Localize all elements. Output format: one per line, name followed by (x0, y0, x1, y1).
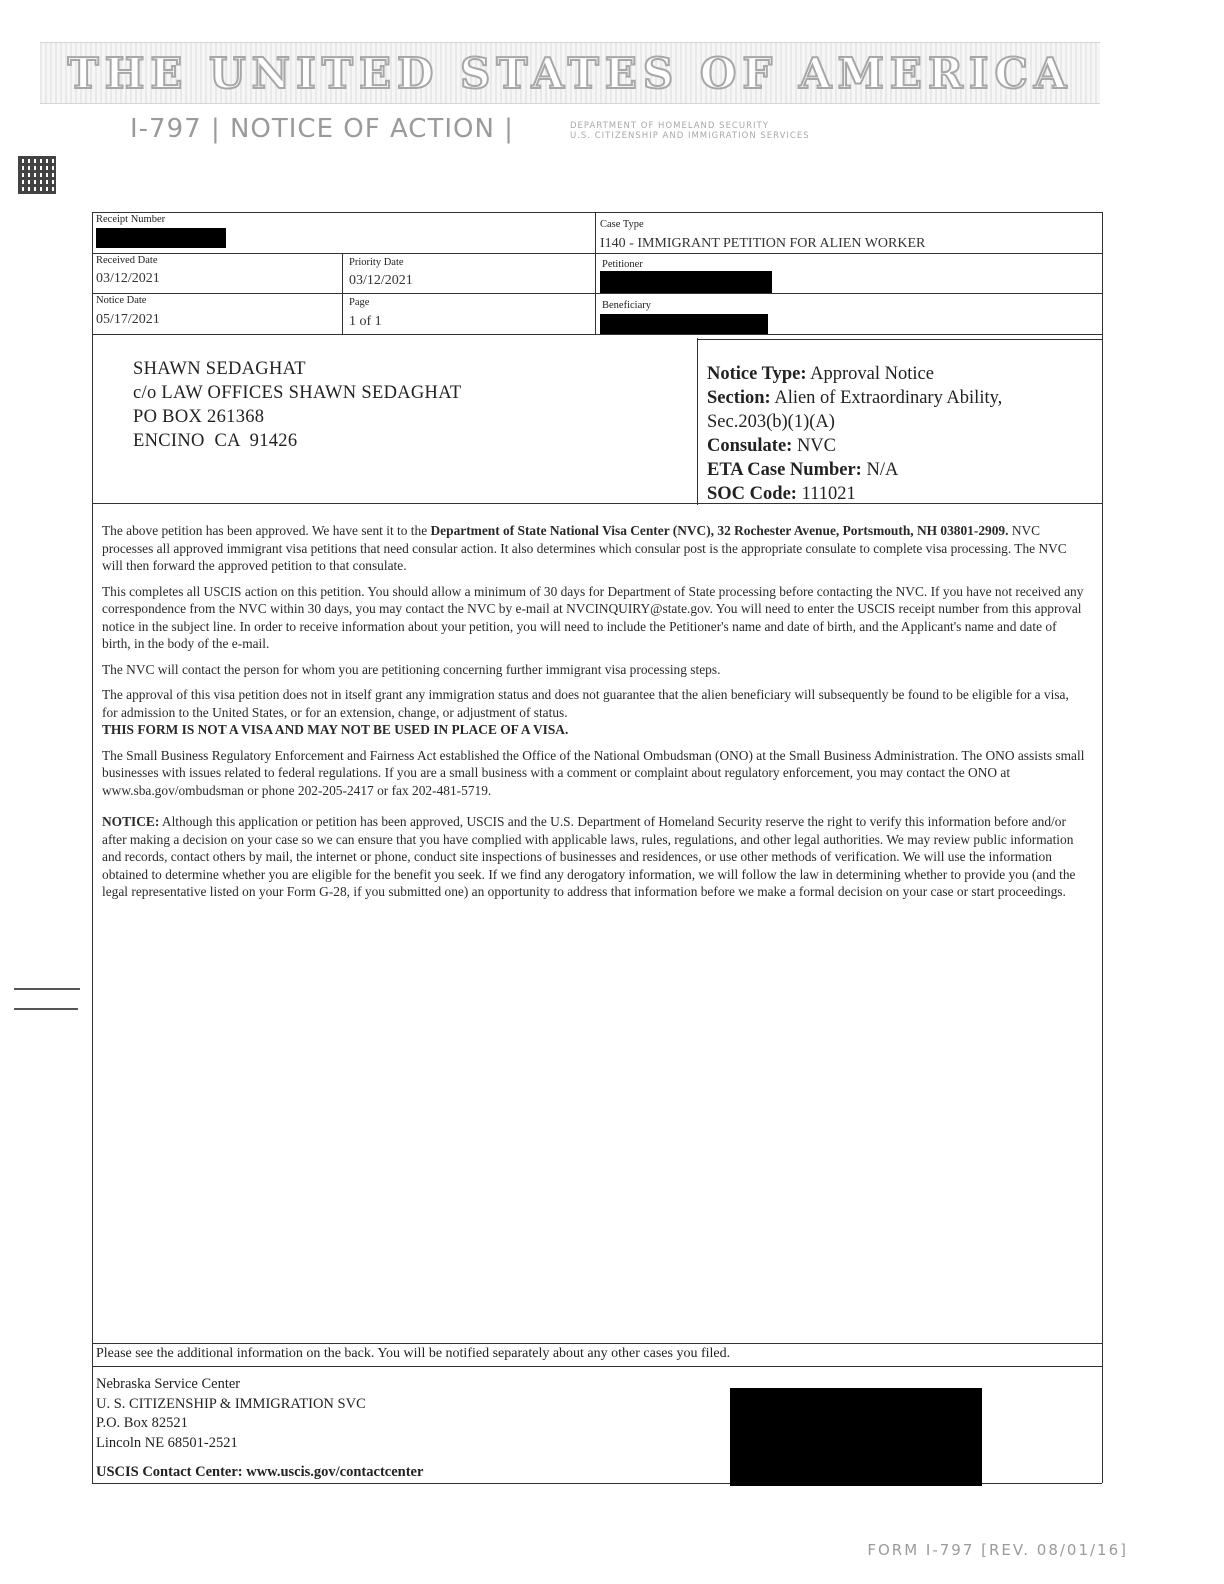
table-border-top (92, 212, 1102, 213)
priority-date-label: Priority Date (349, 257, 404, 268)
notice-details (707, 362, 1002, 506)
paragraph-approval-intro: The above petition has been approved. We have sent it to the (102, 523, 431, 538)
receipt-number-label: Receipt Number (96, 214, 166, 225)
form-title: I-797 | NOTICE OF ACTION | (130, 114, 514, 144)
beneficiary-label: Beneficiary (602, 300, 651, 311)
address-box-left (92, 334, 93, 504)
page-value: 1 of 1 (349, 314, 382, 329)
paragraph-approval-rest: NVC processes all approved immigrant visa petitions that need consular action. It also determines which consular post is the appropriate consulate to complete visa processing. The NVC will then forward the approved petition to that consulate. (102, 523, 1067, 573)
beneficiary-redacted (600, 314, 768, 334)
notice-date-value: 05/17/2021 (96, 312, 160, 327)
eta-case-number-label: ETA Case Number: (707, 460, 862, 480)
received-date-value: 03/12/2021 (96, 271, 160, 286)
service-center-line-3: P.O. Box 82521 (96, 1415, 188, 1431)
body-border-right (1102, 503, 1103, 1343)
soc-code-label: SOC Code: (707, 484, 797, 504)
case-type-value: I140 - IMMIGRANT PETITION FOR ALIEN WORKER (600, 236, 926, 251)
body-border-left (92, 503, 93, 1343)
department-line-2: U.S. CITIZENSHIP AND IMMIGRATION SERVICES (570, 131, 810, 141)
consulate-label: Consulate: (707, 436, 793, 456)
paragraph-notice (102, 813, 1087, 901)
address-box-right (1102, 334, 1103, 504)
petitioner-redacted (600, 271, 772, 293)
address-line-2: c/o LAW OFFICES SHAWN SEDAGHAT (133, 383, 462, 403)
table-row-divider-1 (92, 253, 1102, 254)
margin-mark-2 (14, 1008, 78, 1010)
receipt-number-redacted (96, 228, 226, 248)
notice-type-value: Approval Notice (810, 364, 934, 384)
paragraph-nvc-contact: The NVC will contact the person for whom you are petitioning concerning further immigrant visa processing steps. (102, 661, 721, 677)
service-center-line-2: U. S. CITIZENSHIP & IMMIGRATION SVC (96, 1395, 366, 1412)
notice-box-top (697, 339, 1102, 340)
nvc-address: Department of State National Visa Center (NVC), 32 Rochester Avenue, Portsmouth, NH 03801-2909. (430, 523, 1009, 538)
additional-info-note: Please see the additional information on the back. You will be notified separately about any other cases you filed. (96, 1346, 731, 1361)
header-banner (40, 42, 1100, 104)
paragraph-processing: This completes all USCIS action on this petition. You should allow a minimum of 30 days for Department of State processing before contacting the NVC. If you have not received any correspondence from the NVC within 30 days, you may contact the NVC by e-mail at NVCINQUIRY@state.gov. You will need to enter the USCIS receipt number from this approval notice in the subject line. In order to receive information about your petition, you will need to include the Petitioner's name and date of birth, and the Applicant's name and date of birth, in the body of the e-mail. (102, 583, 1084, 651)
table-divider-left (342, 253, 343, 335)
eta-case-number-value: N/A (866, 460, 899, 480)
barcode-icon (18, 156, 56, 194)
service-center-address (96, 1375, 366, 1453)
soc-code-value: 111021 (801, 484, 856, 504)
address-box-divider (697, 338, 698, 505)
address-line-4: ENCINO CA 91426 (133, 431, 298, 451)
page-label: Page (349, 297, 370, 308)
address-line-3: PO BOX 261368 (133, 407, 265, 427)
table-row-divider-3 (92, 334, 1102, 335)
form-revision: FORM I-797 [REV. 08/01/16] (867, 1541, 1128, 1559)
uscis-contact-center: USCIS Contact Center: www.uscis.gov/contactcenter (96, 1464, 424, 1480)
table-row-divider-2 (92, 293, 1102, 294)
case-type-label: Case Type (600, 219, 644, 230)
service-center-line-4: Lincoln NE 68501-2521 (96, 1434, 238, 1451)
paragraph-ombudsman: The Small Business Regulatory Enforcement and Fairness Act established the Office of the National Ombudsman (ONO) at the Small Business Administration. The ONO assists small businesses with issues related to federal regulations. If you are a small business with a comment or complaint about regulatory enforcement, you may contact the ONO at www.sba.gov/ombudsman or phone 202-205-2417 or fax 202-481-5719. (102, 747, 1085, 798)
paragraph-status (102, 686, 1087, 739)
priority-date-value: 03/12/2021 (349, 273, 413, 288)
address-line-1: SHAWN SEDAGHAT (133, 359, 306, 379)
petitioner-label: Petitioner (602, 259, 643, 270)
table-divider-center (595, 212, 596, 335)
notice-label: NOTICE: (102, 814, 160, 829)
mailing-address (133, 357, 461, 453)
paragraph-status-text: The approval of this visa petition does not in itself grant any immigration status and does not guarantee that the alien beneficiary will subsequently be found to be eligible for a visa, for admission to the United States, or for an extension, change, or adjustment of status. (102, 687, 1069, 720)
received-date-label: Received Date (96, 255, 158, 266)
footer-border-right (1102, 1343, 1103, 1483)
banner-title: THE UNITED STATES OF AMERICA (67, 48, 1073, 98)
table-border-right (1102, 212, 1103, 335)
notice-date-label: Notice Date (96, 295, 147, 306)
notice-text: Although this application or petition has been approved, USCIS and the U.S. Department of Homeland Security reserve the right to verify this information before and/or after making a decision on your case so we can ensure that you have complied with applicable laws, rules, regulations, and other legal authorities. We may review public information and records, contact others by mail, the internet or phone, conduct site inspections of businesses and residences, or use other methods of verification. We will use the information obtained to determine whether you are eligible for the benefit you seek. If we find any derogatory information, we will follow the law in determining whether to provide you (and the legal representative listed on your Form G-28, if you submitted one) an opportunity to address that information before we make a formal decision on your case or start proceedings. (102, 814, 1076, 899)
consulate-value: NVC (796, 436, 836, 456)
department-name (570, 121, 810, 141)
table-border-left (92, 212, 93, 335)
signature-redacted (730, 1388, 982, 1486)
not-a-visa-warning: THIS FORM IS NOT A VISA AND MAY NOT BE USED IN PLACE OF A VISA. (102, 722, 569, 737)
footer-border-left (92, 1343, 93, 1483)
footer-divider-middle (92, 1366, 1102, 1367)
notice-type-label: Notice Type: (707, 364, 807, 384)
section-value-2: Sec.203(b)(1)(A) (707, 412, 835, 432)
section-label: Section: (707, 388, 771, 408)
service-center-line-1: Nebraska Service Center (96, 1376, 241, 1392)
section-value: Alien of Extraordinary Ability, (774, 388, 1003, 408)
department-line-1: DEPARTMENT OF HOMELAND SECURITY (570, 121, 769, 131)
notice-body (102, 522, 1087, 901)
margin-mark-1 (14, 988, 80, 990)
footer-divider-top (92, 1343, 1102, 1344)
paragraph-approval (102, 522, 1087, 575)
